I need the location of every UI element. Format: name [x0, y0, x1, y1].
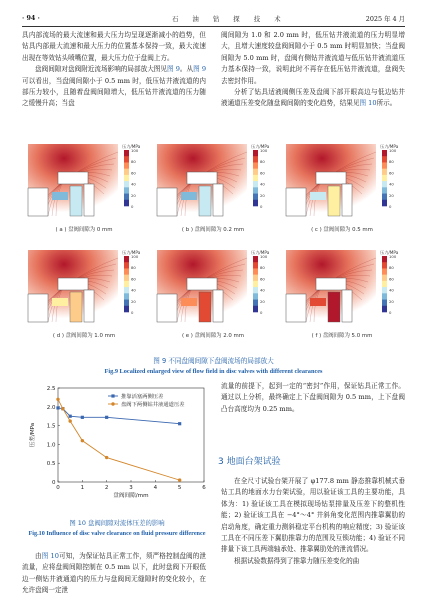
colorbar-tick: 100	[260, 254, 268, 259]
x-tick-label: 3	[129, 485, 133, 491]
figure-10-caption-zh: 图 10 盘阀间隙对流体压差的影响	[69, 519, 165, 527]
colorbar-tick: 80	[389, 265, 394, 271]
data-point	[56, 398, 59, 401]
figure-10-chart	[22, 380, 212, 505]
colorbar-tick: 20	[131, 192, 136, 198]
colorbar-tick: 80	[260, 159, 265, 165]
colorbar-title: 压力/MPa	[122, 144, 141, 149]
y-tick-label: 0	[52, 480, 56, 486]
colorbar-tick: 40	[131, 181, 136, 187]
figure-10-caption-en: Fig.10 Influence of disc valve clearance on fluid pressure difference	[28, 530, 206, 537]
data-point	[105, 456, 108, 459]
colorbar-tick: 0	[389, 310, 392, 315]
paragraph: 流量的前提下，起到一定的“密封”作用，保证钻具正常工作。通过以上分析，最终确定上下盘阀间隙为 0.5 mm，上下盘阀凸台高度均为 0.25 mm。	[221, 382, 405, 413]
legend-marker	[111, 402, 114, 405]
paragraph: 由图 10可知，为保证钻具正常工作，须严格控制盘阀的泄流量，应将盘阀间隙控制在 0.5 mm 以下，此时盘阀下开眼低边一侧钻井液通道内的压力与盘阀间无缝隙时的变化较小，在允许盘阀一定泄	[22, 552, 206, 595]
colorbar-tick: 100	[131, 254, 139, 259]
colorbar-tick: 60	[131, 170, 136, 176]
colorbar-tick: 80	[131, 159, 136, 165]
colorbar-tick: 60	[389, 170, 394, 176]
colorbar-tick: 0	[131, 204, 134, 209]
colorbar-tick: 20	[389, 192, 394, 198]
figure-9-panel-c	[282, 142, 402, 232]
figure-9-caption-en: Fig.9 Localized enlarged view of flow field in disc valves with different clearances	[104, 368, 323, 375]
colorbar-tick: 100	[389, 148, 397, 153]
panel-caption: ( f ) 盘阀间隙为 5.0 mm	[311, 333, 373, 339]
colorbar-tick: 20	[131, 298, 136, 304]
left-column-top	[22, 30, 206, 110]
data-point	[61, 407, 64, 410]
journal-name: 石 油 钻 探 技 术	[172, 15, 287, 23]
y-tick-label: 1.5	[46, 423, 56, 430]
colorbar-tick: 100	[389, 254, 397, 259]
pressure-contour-plot	[24, 248, 144, 332]
x-tick-label: 5	[177, 485, 182, 491]
legend-marker	[111, 394, 114, 397]
colorbar-tick: 40	[131, 287, 136, 293]
colorbar-title: 压力/MPa	[380, 250, 399, 255]
figure-ref-link[interactable]: 图 9	[167, 65, 180, 74]
data-point	[178, 478, 181, 481]
right-column-mid	[221, 381, 405, 415]
panel-caption: ( b ) 盘阀间隙为 0.2 mm	[181, 227, 245, 233]
colorbar-tick: 60	[260, 170, 265, 176]
colorbar-tick: 0	[131, 310, 134, 315]
colorbar-tick: 80	[389, 159, 394, 165]
y-axis-label: 压差/MPa	[30, 422, 36, 448]
x-tick-label: 4	[153, 485, 158, 491]
data-point	[56, 406, 59, 409]
colorbar-tick: 80	[131, 265, 136, 271]
pressure-contour-plot	[282, 142, 402, 226]
paragraph: 根据试验数据得到了推靠力随压差变化的曲	[234, 556, 360, 565]
data-point	[81, 439, 84, 442]
colorbar-tick: 20	[260, 298, 265, 304]
figure-ref-link[interactable]: 图 10	[41, 552, 59, 560]
colorbar-tick: 0	[389, 204, 392, 209]
y-tick-label: 1.0	[46, 442, 56, 449]
paragraph: 具内部流场的最大流速和最大压力均呈现逐渐减小的趋势，但钻具内部最大流速和最大压力的位置基本保持一致，最大流速出现在等效钻头喷嘴位置，最大压力位于盘阀上方。	[22, 31, 206, 62]
x-axis-label: 盘阀间隙/mm	[113, 493, 149, 499]
left-column-bottom	[22, 551, 206, 597]
data-point	[178, 422, 181, 425]
panel-caption: ( e ) 盘阀间隙为 2.0 mm	[181, 333, 245, 339]
colorbar-tick: 0	[260, 310, 263, 315]
colorbar-title: 压力/MPa	[122, 250, 141, 255]
series-line	[58, 408, 180, 424]
colorbar-tick: 40	[389, 287, 394, 293]
data-point	[68, 419, 71, 422]
figure-10	[22, 380, 212, 505]
paragraph: 阀间隙为 1.0 和 2.0 mm 时，低压钻井液流道的压力明显增大，且增大速度较盘阀间隙小于 0.5 mm 时明显加快；当盘阀间隙为 5.0 mm 时，盘阀有侧钻井液流道与低压钻井液流道压力基本保持一致，说明此时不再存在低压钻井液流道，盘阀失去密封作用。	[221, 31, 405, 85]
colorbar-title: 压力/MPa	[251, 144, 270, 149]
figure-9	[22, 142, 405, 348]
series-line	[58, 399, 180, 480]
right-column-top	[221, 30, 405, 110]
colorbar-tick: 40	[260, 181, 265, 187]
x-tick-label: 1	[80, 485, 85, 491]
legend-label: 盘阀下两侧钻井液通道压差	[121, 402, 185, 408]
colorbar-tick: 40	[260, 287, 265, 293]
data-point	[69, 415, 72, 418]
panel-caption: ( d ) 盘阀间隙为 1.0 mm	[52, 333, 116, 339]
figure-ref-link[interactable]: 图 9	[193, 65, 207, 74]
running-header	[22, 14, 405, 26]
colorbar-tick: 60	[260, 276, 265, 282]
y-tick-label: 2.5	[46, 386, 56, 392]
figure-ref-link[interactable]: 图 10	[359, 99, 377, 108]
colorbar-tick: 100	[131, 148, 139, 153]
right-column-bottom	[221, 476, 405, 567]
colorbar-tick: 0	[260, 204, 263, 209]
x-tick-label: 2	[104, 485, 109, 491]
colorbar-tick: 20	[389, 298, 394, 304]
colorbar-tick: 20	[260, 192, 265, 198]
data-point	[81, 416, 84, 419]
pressure-contour-plot	[24, 142, 144, 226]
figure-9-panel-d	[24, 248, 144, 338]
legend-label: 推靠活塞两侧压差	[121, 394, 164, 400]
panel-caption: ( a ) 盘阀间隙为 0 mm	[55, 227, 113, 233]
issue-date: 2025 年 4 月	[365, 15, 405, 23]
section-heading: 3 地面台架试验	[218, 457, 281, 467]
x-tick-label: 6	[202, 485, 206, 491]
panel-caption: ( c ) 盘阀间隙为 0.5 mm	[311, 227, 373, 233]
x-tick-label: 0	[56, 485, 60, 491]
page-number: · 94 ·	[22, 14, 40, 22]
pressure-contour-plot	[153, 142, 273, 226]
y-tick-label: 2.0	[46, 404, 56, 411]
y-tick-label: 0.5	[46, 461, 56, 468]
paragraph: 盘阀间隙对盘阀附近流场影响的局部放大图见图 9。从图 9可以看出，当盘阀间隙小于 0.5 mm 时，低压钻井液流道的内部压力较小，且随着盘阀间隙增大，低压钻井液流道的压力随之缓慢升高；当盘	[22, 65, 207, 108]
colorbar-title: 压力/MPa	[380, 144, 399, 149]
colorbar-tick: 100	[260, 148, 268, 153]
data-point	[105, 416, 108, 419]
colorbar-title: 压力/MPa	[251, 250, 270, 255]
paragraph: 分析了钻具适液阀侧压差及盘阀下部开眼高边与低边钻井液通道压差变化随盘阀间隙的变化趋势，结果见图 10所示。	[221, 88, 405, 108]
pressure-contour-plot	[282, 248, 402, 332]
paragraph: 在全尺寸试验台架开展了 φ177.8 mm 静态推靠机械式垂钻工具的地面水力台架试验，用以验证该工具的主要功能，具体为：1) 验证该工具在模拟现场钻泵排量及压差下的整机性能；2) 验证该工具在 −4°～4° 井斜角变化范围内推靠翼肋的启动角度，确定重力测斜稳定平台机构的响应精度；3) 验证该工具在不同压差下翼肋推靠力的范围及互锁功能；4) 验证不同排量下该工具两端轴承处、推靠翼肋处的泄流情况。	[221, 477, 405, 554]
colorbar-tick: 60	[389, 276, 394, 282]
header-rule	[22, 26, 405, 27]
figure-9-panel-e	[153, 248, 273, 338]
colorbar-tick: 40	[389, 181, 394, 187]
figure-9-panel-a	[24, 142, 144, 232]
figure-9-panel-b	[153, 142, 273, 232]
figure-9-caption-zh: 图 9 不同盘阀间隙下盘阀流场的局部放大	[153, 357, 274, 365]
colorbar-tick: 80	[260, 265, 265, 271]
pressure-contour-plot	[153, 248, 273, 332]
figure-9-panel-f	[282, 248, 402, 338]
colorbar-tick: 60	[131, 276, 136, 282]
